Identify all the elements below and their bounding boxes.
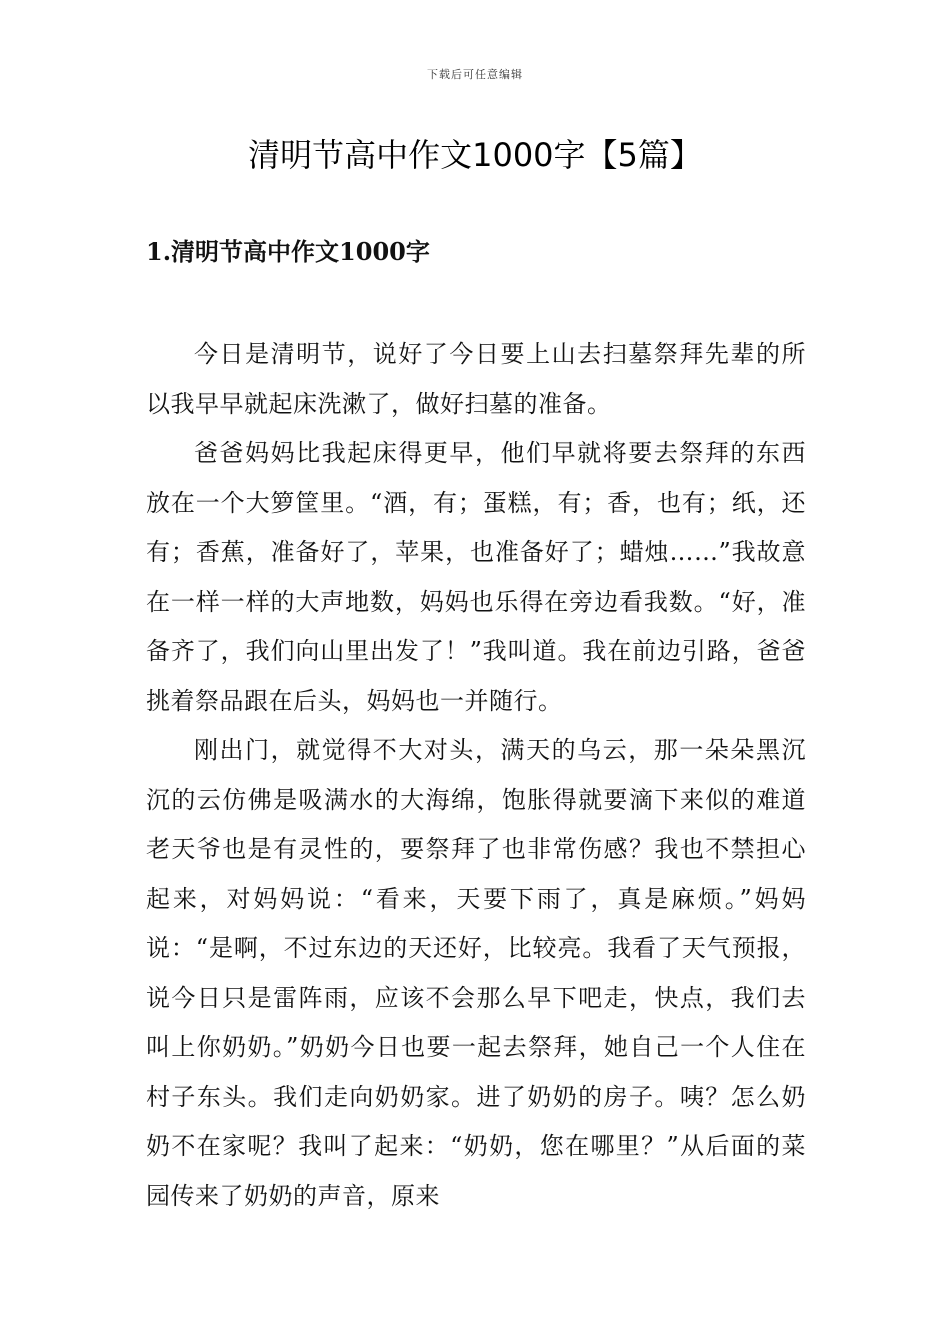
header-note: 下载后可任意编辑 (427, 68, 523, 81)
essay-body (146, 330, 806, 1221)
section-heading: 1.清明节高中作文1000字 (146, 237, 430, 266)
paragraph: 爸爸妈妈比我起床得更早，他们早就将要去祭拜的东西放在一个大箩筐里。“酒，有；蛋糕，有；香，也有；纸，还有；香蕉，准备好了，苹果，也准备好了；蜡烛……”我故意在一样一样的大声地数，妈妈也乐得在旁边看我数。“好，准备齐了，我们向山里出发了！”我叫道。我在前边引路，爸爸挑着祭品跟在后头，妈妈也一并随行。 (146, 439, 806, 715)
paragraph: 今日是清明节，说好了今日要上山去扫墓祭拜先辈的所以我早早就起床洗漱了，做好扫墓的准备。 (146, 340, 806, 418)
paragraph: 刚出门，就觉得不大对头，满天的乌云，那一朵朵黑沉沉的云仿佛是吸满水的大海绵，饱胀得就要滴下来似的难道老天爷也是有灵性的，要祭拜了也非常伤感？我也不禁担心起来，对妈妈说：“看来，天要下雨了，真是麻烦。”妈妈说：“是啊，不过东边的天还好，比较亮。我看了天气预报，说今日只是雷阵雨，应该不会那么早下吧走，快点，我们去叫上你奶奶。”奶奶今日也要一起去祭拜，她自己一个人住在村子东头。我们走向奶奶家。进了奶奶的房子。咦？怎么奶奶不在家呢？我叫了起来：“奶奶，您在哪里？”从后面的菜园传来了奶奶的声音，原来 (146, 736, 806, 1210)
document-title: 清明节高中作文1000字【5篇】 (248, 136, 702, 174)
